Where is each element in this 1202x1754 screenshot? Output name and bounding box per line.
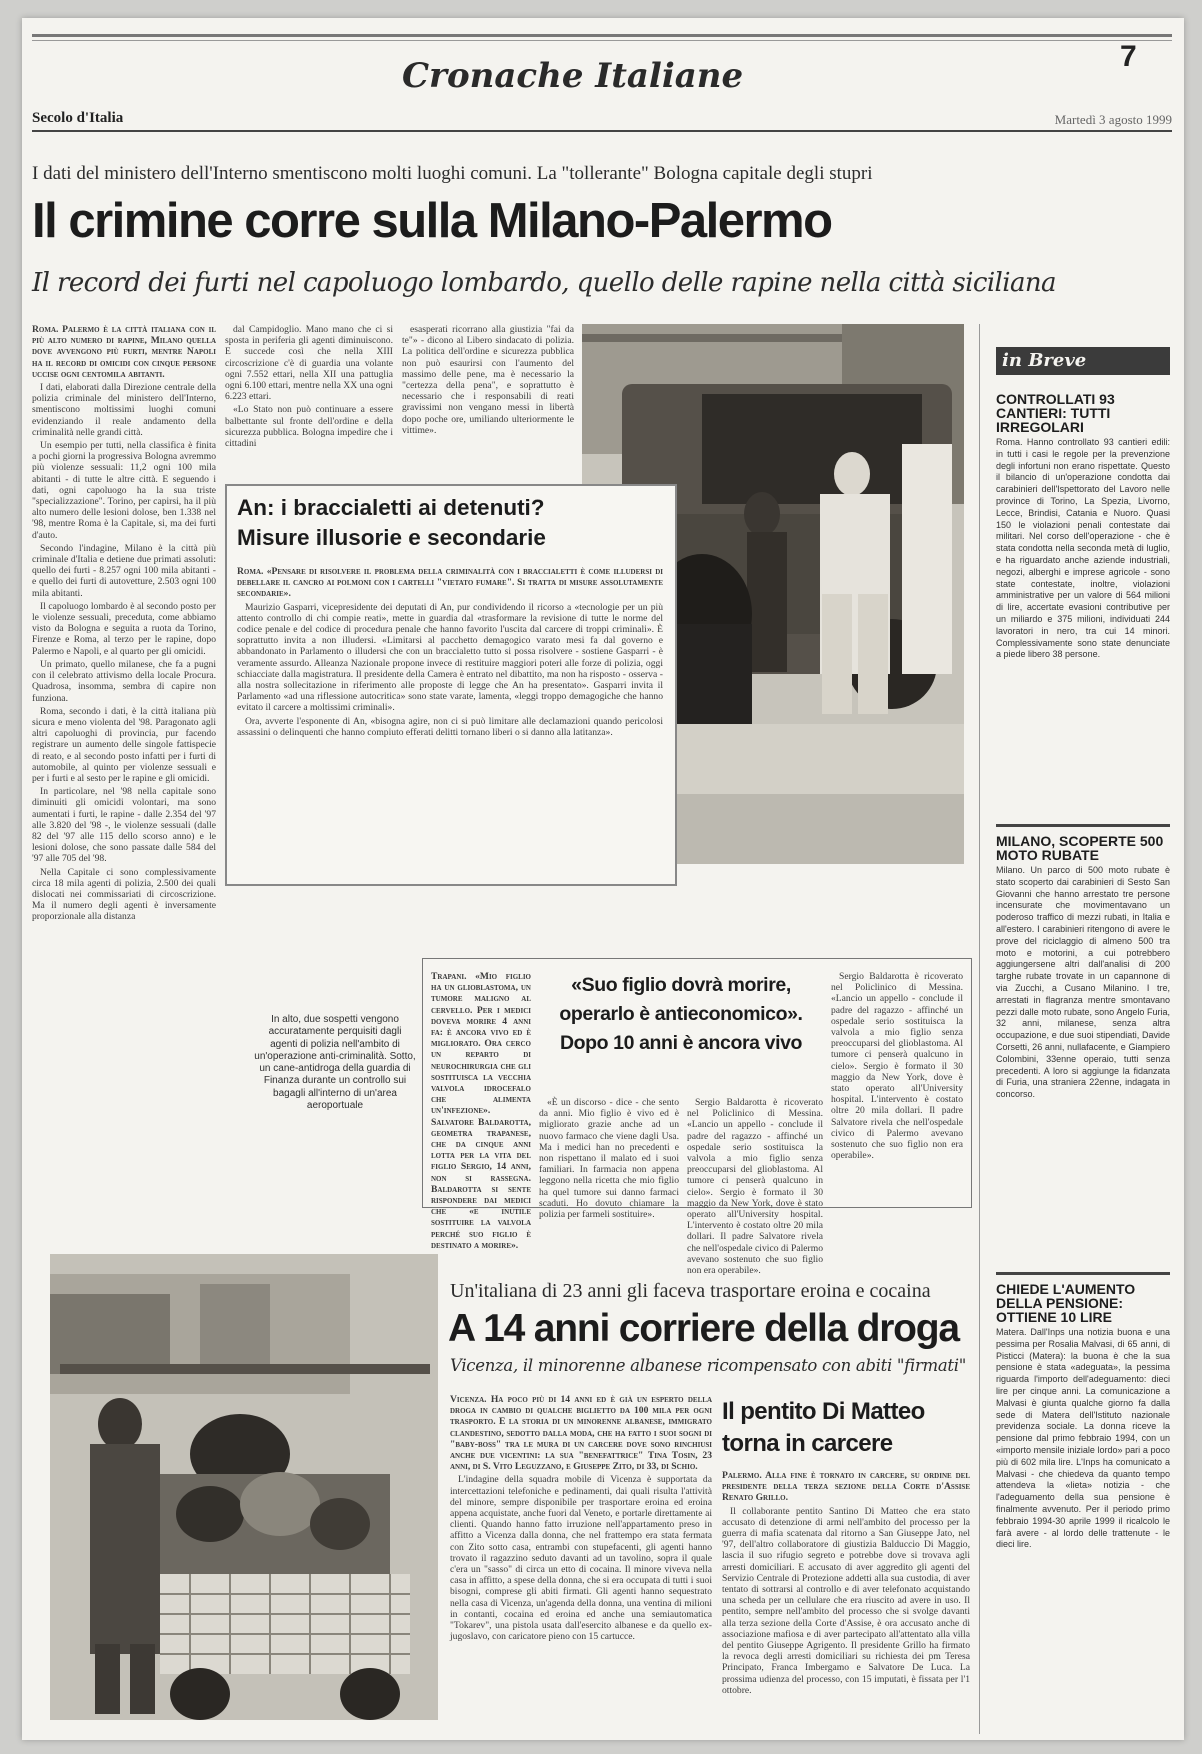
droga-headline: A 14 anni corriere della droga bbox=[448, 1307, 959, 1350]
operaio-col-3 bbox=[687, 1097, 823, 1277]
lead-column-1 bbox=[32, 324, 216, 1362]
an-box bbox=[225, 484, 677, 886]
dimatteo-headline: Il pentito Di Matteo torna in carcere bbox=[722, 1398, 925, 1457]
newspaper-page bbox=[22, 18, 1184, 1740]
lead-paragraph: esasperati ricorrano alla giustizia "fai da te"» - dicono al Libero sindacato di polizia. La politica dell'ordine e sicurezza pubblica non può esaurirsi con l'aumento del massimo delle pene, ma è necessario la "certezza della pena", e soprattutto è necessario che i responsabili di reati gravissimi non vengano messi in libertà dopo poche ore, umiliando ulteriormente le vittime». bbox=[402, 324, 574, 436]
brief-1-headline: CONTROLLATI 93 CANTIERI: TUTTI IRREGOLARI bbox=[996, 391, 1115, 435]
lead-paragraph: dal Campidoglio. Mano mano che ci si sposta in periferia gli agenti diminuiscono. E succede così che nella XIII circoscrizione c'è di guardia una volante ogni 7.552 ettari, nella XII una pattuglia ogni 6.100 ettari, mentre nella XX una ogni 6.223 ettari. bbox=[225, 324, 393, 403]
in-breve-label: in Breve bbox=[996, 347, 1170, 375]
brief-3-text: Matera. Dall'Inps una notizia buona e una pessima per Rosalia Malvasi, di 65 anni, di Pisticci (Matera): la buona è che la sua pensione è stata «adeguata», la pessima riguarda l'importo dell'adeguamento: dieci lire per cinque anni. La comunicazione a Malvasi è giunta qualche giorno fa dalla sede di Matera dell'Istituto nazionale previdenza sociale. La donna riceve la pensione dal primo febbraio 1994, con un «importo mensile iniziale lordo» pari a poco più di 602 mila lire. L'Inps ha comunicato a Malvasi - che chiedeva da quanto tempo attendeva la «lieta» notizia - che l'adeguamento della sua pensione è finalmente avvenuto. Per il periodo primo febbraio 1994-30 aprile 1999 il ricalcolo le farà avere - al lordo delle trattenute - le dieci lire. bbox=[996, 1327, 1170, 1550]
lead-kicker: I dati del ministero dell'Interno smentiscono molti luoghi comuni. La "tollerante" Bologna capitale degli stupri bbox=[32, 163, 873, 184]
masthead-bottom-rule bbox=[32, 130, 1172, 132]
an-headline-1: An: i braccialetti ai detenuti? bbox=[237, 495, 545, 520]
lead-paragraph: In particolare, nel '98 nella capitale sono diminuiti gli omicidi volontari, ma sono aumentati i furti, le rapine - dalle 2.354 del '97 alle 3.820 del '98 -, le violenze sessuali (dalle 82 del '97 alle 115 dello scorso anno) e le lesioni dolose, che sono passate dalle 584 del '97 alle 705 del '98. bbox=[32, 786, 216, 865]
operaio-col-1 bbox=[431, 971, 531, 1251]
photo-caption: In alto, due sospetti vengono accuratamente perquisiti dagli agenti di polizia nell'ambito di un'operazione anti-criminalità. Sotto, un cane-antidroga della guardia di Finanza durante un controllo sui bagagli all'interno di un'area aeroportuale bbox=[254, 1014, 416, 1112]
sidebar-divider bbox=[979, 324, 980, 1734]
lead-paragraph: I dati, elaborati dalla Direzione centrale della polizia criminale del ministero dell'Interno, smentiscono moltissimi luoghi comuni evidenziando il reale andamento della criminalità nelle grandi città. bbox=[32, 382, 216, 438]
dimatteo-body bbox=[722, 1470, 970, 1730]
droga-subheadline: Vicenza, il minorenne albanese ricompensato con abiti "firmati" bbox=[450, 1356, 967, 1375]
top-rule bbox=[32, 34, 1172, 37]
lead-column-2 bbox=[225, 324, 393, 476]
brief-divider bbox=[996, 824, 1170, 827]
brief-2-text: Milano. Un parco di 500 moto rubate è stato scoperto dai carabinieri di Sesto San Giovanni che hanno arrestato tre persone incensurate che movimentavano un poderoso traffico di mezzi rubati, in Italia e all'estero. I carabinieri ritengono di avere le prove del riciclaggio di almeno 500 tra moto e motorini, a cui potrebbero aggiungersene altri dall'analisi di 200 targhe rubate trovate in un capannone di via Zucchi, a Cusano Milanino. I tre, arrestati in flagranza mentre smontavano pezzi dalle moto rubate, sono Angelo Furia, 32 anni, milanese, senza altra occupazione, e due suoi stipendiati, Davide Corsetti, 26 anni, nullafacente, e Giampiero Colombini, 33enne operaio, tutti senza precedenti. A loro si aggiunge la fidanzata di Furia, una straniera 22enne, indagata in concorso. bbox=[996, 865, 1170, 1100]
an-headline-2: Misure illusorie e secondarie bbox=[237, 525, 546, 550]
section-title: Cronache Italiane bbox=[402, 56, 744, 96]
lead-paragraph: Un esempio per tutti, nella classifica è finita a pochi giorni la progressiva Bologna avremmo più violenze sessuali: 11,2 ogni 100 mila abitanti - di tutte le altre città. E seguendo i dati, ogni capoluogo ha la sua triste "specializzazione". Torino, per capirsi, ha il più alto numero delle lesioni dolose, ben 1.338 nel '98, mentre Roma è la Capitale, si, ma dei furti d'auto. bbox=[32, 440, 216, 541]
droga-kicker: Un'italiana di 23 anni gli faceva trasportare eroina e cocaina bbox=[450, 1280, 931, 1302]
lead-paragraph: Secondo l'indagine, Milano è la città più criminale d'Italia e detiene due primati assoluti: quello dei furti - 8.257 ogni 100 mila abitanti - e quello dei furti di autovetture, 2.503 ogni 100 mila abitanti. bbox=[32, 542, 216, 599]
operaio-paragraph: Sergio Baldarotta è ricoverato nel Policlinico di Messina. «Lancio un appello - conclude il padre del ragazzo - affinché un ospedale serio sostituisca la valvola a mio figlio senza preoccuparsi del glioblastoma. Al tumore ci penserà qualcuno in cielo». Sergio è formato il 30 maggio da New York, dove è stato operato all'University hospital. L'intervento è costato oltre 20 mila dollari. Il padre Salvatore rivela che nell'ospedale civico di Palermo avevano sostenuto che suo figlio non era operabile». bbox=[687, 1097, 823, 1277]
issue-date: Martedì 3 agosto 1999 bbox=[1054, 112, 1172, 127]
operaio-paragraph: «È un discorso - dice - che sento da anni. Mio figlio è vivo ed è migliorato grazie anche ad un nuovo farmaco che viene dagli Usa. Ma i medici han no precedenti e non rispettano il malato ed i suoi familiari. In farmacia non appena leggono nella ricetta che mio figlio ha quel tumore sui danno farmaci scaduti. Ho dovuto chiamare la polizia per farmeli sostituire». bbox=[539, 1097, 679, 1221]
droga-paragraph: L'indagine della squadra mobile di Vicenza è supportata da intercettazioni telefoniche e pedinamenti, dai quali risulta l'attività del minore, sempre disponibile per trasportare eroina ed eroina appena acquistate, anche fuori dal Veneto, e portarle direttamente ai clienti. Quando hanno fatto irruzione nell'appartamento preso in affitto a Vicenza dalla donna, che nel frattempo era stata fermata con Zito sotto casa, entrambi con stupefacenti, gli agenti hanno trovato il ragazzino seduto davanti ad un tavolino, sopra il quale c'era un "sasso" di circa un etto di cocaina. Il minore viveva nella casa in affitto, a spese della donna, che si era occupata di tutti i suoi bisogni, comprese gli abiti firmati. Gli agenti hanno sequestrato nella casa di Vicenza, un'agenda della donna, una ventina di milioni in contanti, cocaina ed eroina ed anche una semiautomatica "Tokarev", una pistola usata dall'esercito albanese e da quello ex-jugoslavo, con caricatore pieno con 15 cartucce. bbox=[450, 1474, 712, 1643]
brief-3-headline: CHIEDE L'AUMENTO DELLA PENSIONE: OTTIENE 10 LIRE bbox=[996, 1281, 1136, 1325]
lead-paragraph: «Lo Stato non può continuare a essere balbettante sul fronte dell'ordine e della sicurezza pubblica. Bologna impedire che i cittadini bbox=[225, 404, 393, 450]
operaio-paragraph: Sergio Baldarotta è ricoverato nel Policlinico di Messina. «Lancio un appello - conclude il padre del ragazzo - affinché un ospedale serio sostituisca la valvola a mio figlio senza preoccuparsi del glioblastoma. Al tumore ci penserà qualcuno in cielo». Sergio è formato il 30 maggio da New York, dove è stato operato all'University hospital. L'intervento è costato oltre 20 mila dollari. Il padre Salvatore rivela che nell'ospedale civico di Palermo avevano sostenuto che suo figlio non era operabile». bbox=[831, 971, 963, 1162]
an-paragraph: Roma. «Pensare di risolvere il problema della criminalità con i braccialetti è come illudersi di debellare il cancro ai polmoni con i cartelli "vietato fumare". Si tratta di misure assolutamente secondarie». bbox=[237, 566, 663, 600]
lead-paragraph: Roma. Palermo è la città italiana con il più alto numero di rapine, Milano quella dove avvengono più furti, mentre Napoli ha il record di omicidi con cinque persone uccise ogni centomila abitanti. bbox=[32, 324, 216, 380]
brief-1-text: Roma. Hanno controllato 93 cantieri edili: in tutti i casi le regole per la prevenzione degli infortuni non erano rispettate. Questo il bilancio di un'operazione condotta dai carabinieri dell'Ispettorato del Lavoro nelle province di Torino, La Spezia, Livorno, Lecce, Brindisi, Catania e Nuoro. Quasi 150 le violazioni penali contestate dai militari. Nel corso dell'operazione - che è stata condotta nella seconda metà di luglio, e ha riguardato anche aziende industriali, negozi, alberghi e imprese agricole - sono state contestate, inoltre, violazioni amministrative per un valore di 564 milioni di lire, accertate evasioni contributive per un miliardo e 375 milioni, individuati 244 lavoratori in nero, tra cui 14 minori. Complessivamente sono state denunciate a piede libero 38 persone. bbox=[996, 437, 1170, 660]
operaio-box bbox=[422, 958, 972, 1277]
lead-paragraph: Roma, secondo i dati, è la città italiana più sicura e meno violenta del '98. Paragonato agli altri capoluoghi di provincia, pur facendo registrare un aumento delle singole fattispecie di reato, e al secondo posto infatti per i furti di automobile, al quinto per violenze sessuali e per i furti e al sesto per le rapine e gli omicidi. bbox=[32, 705, 216, 784]
newspaper-name: Secolo d'Italia bbox=[32, 110, 124, 126]
an-paragraph: Maurizio Gasparri, vicepresidente dei deputati di An, pur condividendo il ricorso a «tecnologie per un più attento controllo di chi compie reati», mette in guardia dal «trasformare la revisione di tutte le norme del codice penale e del codice di procedura penale che hanno favorito l'uscita dal carcere di troppi criminali». È soprattutto invita a non illudersi. «Limitarsi al pacchetto demagogico varato mesi fa dal governo e abbandonato in Parlamento o illudersi che con un braccialetto tutto si possa risolvere - sostiene Gasparri - è veramente assurdo. Alleanza Nazionale propone invece di restituire maggiori poteri alle forze di polizia, oggi schiacciate dalla magistratura. Il presidente della Camera è entrato nel dibattito, ma non ha risposto - osserva - alla nostra sollecitazione in riferimento alle proposte di legge che An ha presentato». Gasparri invita il Parlamento «ad una riflessione autocritica» sono state varate, lamenta, «leggi troppo demagogiche che hanno evitato il carcere a moltissimi criminali». bbox=[237, 601, 663, 714]
brief-3 bbox=[996, 1282, 1170, 1732]
an-body bbox=[237, 566, 663, 876]
lead-paragraph: Un primato, quello milanese, che fa a pugni con il celebrato attivismo della locale Procura. Quadrosa, insomma, sembra di capire non funziona. bbox=[32, 658, 216, 704]
operaio-col-4 bbox=[831, 971, 963, 1199]
lead-column-3 bbox=[402, 324, 574, 476]
brief-2 bbox=[996, 834, 1170, 1264]
brief-1 bbox=[996, 392, 1170, 816]
operaio-paragraph: Trapani. «Mio figlio ha un glioblastoma, un tumore maligno al cervello. Per i medici doveva morire 4 anni fa: è ancora vivo ed è migliorato. Ora cerco un reparto di neurochirurgia che gli sostituisca la vecchia valvola idrocefalo che alimenta un'infezione». Salvatore Baldarotta, geometra trapanese, che da cinque anni lotta per la vita del figlio Sergio, 14 anni, non si rassegna. Baldarotta si sente rispondere dai medici che «e inutile sostituire la valvola perché suo figlio è destinato a morire». bbox=[431, 971, 531, 1251]
page-number: 7 bbox=[1120, 40, 1137, 73]
lead-subheadline: Il record dei furti nel capoluogo lombardo, quello delle rapine nella città siciliana bbox=[32, 268, 1056, 298]
dimatteo-paragraph: Il collaborante pentito Santino Di Matteo che era stato accusato di detenzione di armi nell'ambito del processo per la guerra di mafia scatenata dal ritorno a San Giuseppe Jato, nel '97, dell'altro collaboratore di giustizia Balduccio Di Maggio, lascia il suo rifugio segreto e potrebbe dove si trovava agli arresti domiciliari. E accusato di aver aggredito gli agenti del Servizio Centrale di Protezione addetti alla sua custodia, di aver tentato di sottrarsi al controllo e di aver telefonato acquistando una scheda per un cellulare che era riuscito ad avere in uso. Il pentito, sempre nell'ambito del processo che si svolge davanti alla terza sezione della Corte d'Assise, è ora accusato anche di associazione mafiosa e di aver partecipato all'attentato alla villa del pentito Giuseppe Agrigento. Il presidente Grillo ha firmato la revoca degli arresti domiciliari su richiesta dei pm Teresa Principato, Franca Imbergamo e Salvatore De Luca. La prossima udienza del processo, con 15 imputati, è fissata per l'1 ottobre. bbox=[722, 1505, 970, 1696]
brief-divider bbox=[996, 1272, 1170, 1275]
operaio-headline: «Suo figlio dovrà morire, operarlo è antieconomico». Dopo 10 anni è ancora vivo bbox=[559, 974, 803, 1054]
lead-paragraph: Il capoluogo lombardo è al secondo posto per le violenze sessuali, preceduta, come abbiamo visto da Bologna e seguita a ruota da Torino, Firenze e Roma, al terzo per le rapine, dopo Palermo e Napoli, e al quarto per gli omicidi. bbox=[32, 600, 216, 657]
dog-baggage-photo bbox=[50, 1254, 438, 1720]
brief-2-headline: MILANO, SCOPERTE 500 MOTO RUBATE bbox=[996, 833, 1164, 863]
droga-paragraph: Vicenza. Ha poco più di 14 anni ed è già un esperto della droga in cambio di qualche biglietto da 100 mila per ogni trasporto. E la storia di un minorenne albanese, immigrato clandestino, sedotto dalla moda, che ha fatto i suoi sogni di "baby-boss" tra le mura di un carcere dove sono rinchiusi anche due vicentini: la sua "benefattrice" Tina Tosin, 23 anni, di S. Vito Leguzzano, e Giuseppe Zito, di 33, di Schio. bbox=[450, 1394, 712, 1473]
top-rule-thin bbox=[32, 40, 1172, 41]
dog-baggage-illustration bbox=[50, 1254, 438, 1720]
an-paragraph: Ora, avverte l'esponente di An, «bisogna agire, non ci si può limitare alle declamazioni quando pericolosi assassini o delinquenti che hanno compiuto efferati delitti tornano liberi o si danno alla latitanza». bbox=[237, 715, 663, 738]
lead-headline: Il crimine corre sulla Milano-Palermo bbox=[32, 194, 832, 248]
lead-paragraph: Nella Capitale ci sono complessivamente circa 18 mila agenti di polizia, 2.500 dei quali dislocati nei commissariati di circoscrizione. Ma il numero degli agenti è inversamente proporzionale alla distanza bbox=[32, 866, 216, 923]
droga-body bbox=[450, 1394, 712, 1730]
dimatteo-paragraph: Palermo. Alla fine è tornato in carcere, su ordine del presidente della terza sezione della Corte d'Assise Renato Grillo. bbox=[722, 1470, 970, 1504]
operaio-col-2 bbox=[539, 1097, 679, 1221]
